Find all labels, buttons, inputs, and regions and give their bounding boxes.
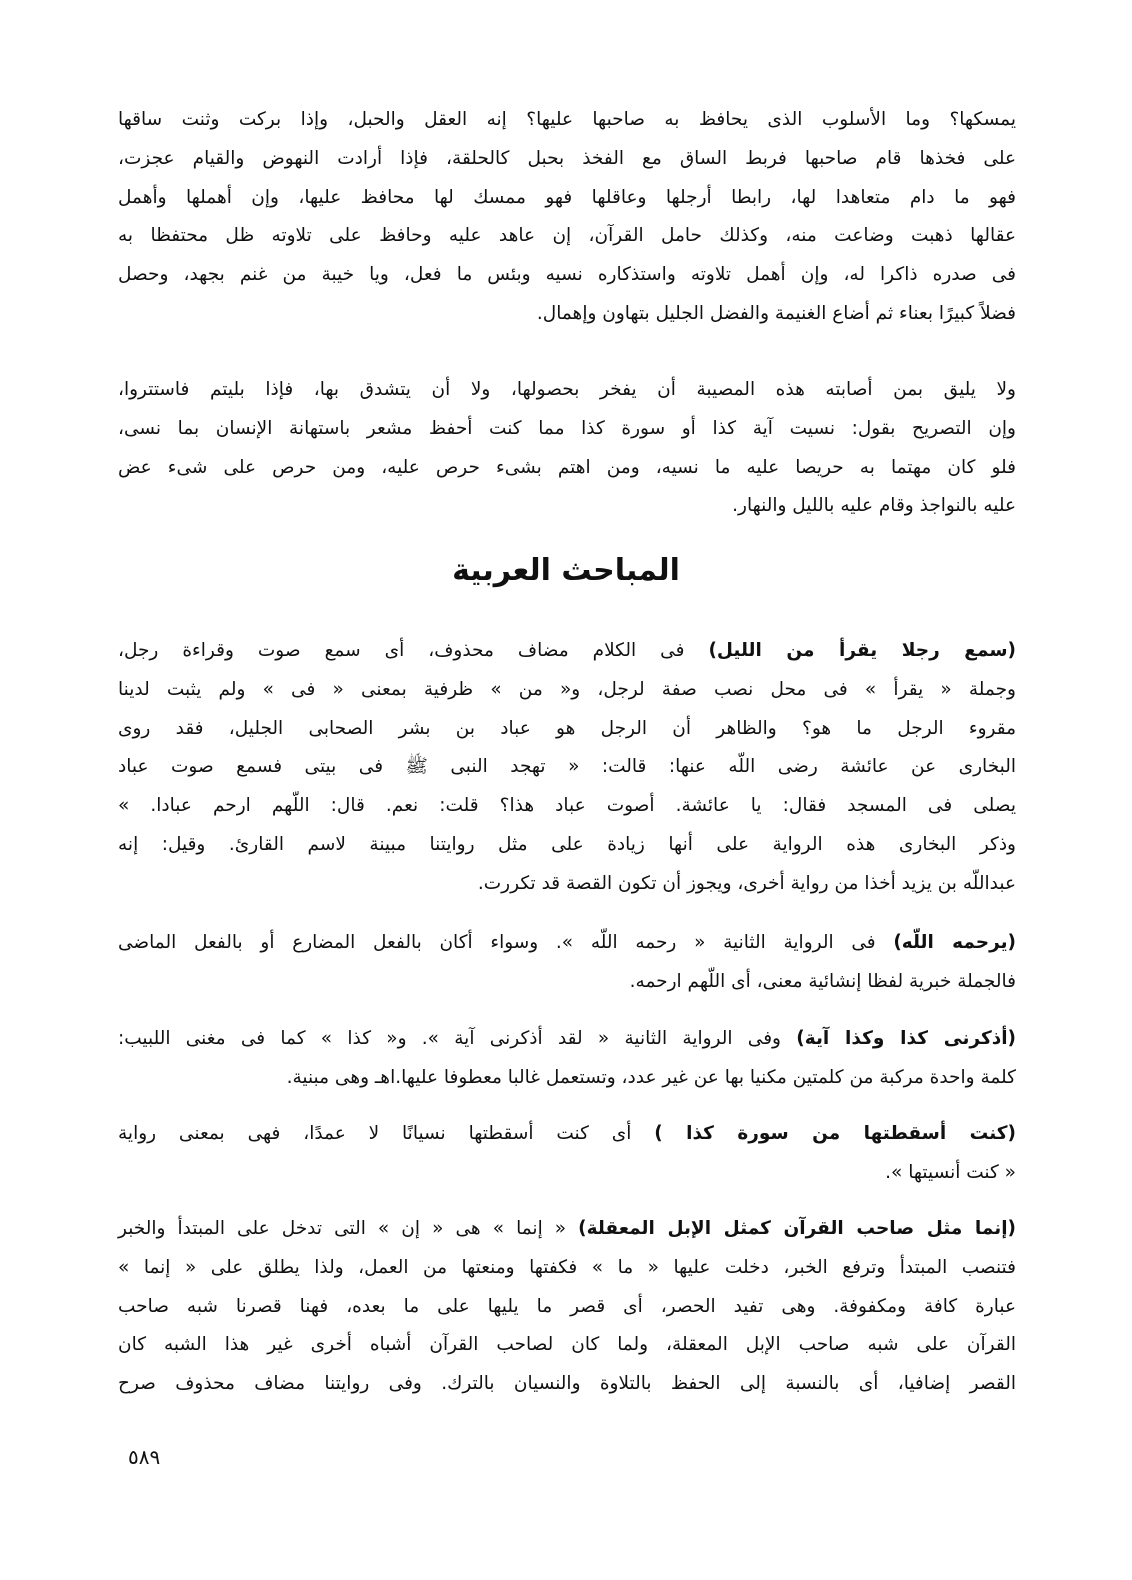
text-line: يمسكها؟ وما الأسلوب الذى يحافظ به صاحبها عليها؟ إنه العقل والحبل، وإذا بركت وثنت ساقها: [118, 109, 1016, 130]
lead-phrase: (إنما مثل صاحب القرآن كمثل الإبل المعقلة): [578, 1218, 1016, 1239]
text-line: القرآن على شبه صاحب الإبل المعقلة، ولما كان لصاحب القرآن أشباه أخرى غير هذا الشبه كان: [118, 1334, 1016, 1356]
lead-phrase: (يرحمه اللّه): [893, 932, 1016, 953]
section-paragraph-2: [118, 924, 1016, 1002]
text-line: البخارى عن عائشة رضى اللّه عنها: قالت: « تهجد النبى ﷺ فى بيتى فسمع صوت عباد: [118, 756, 1016, 778]
text-line: عليه بالنواجذ وقام عليه بالليل والنهار.: [732, 495, 1016, 517]
text-line: وجملة « يقرأ » فى محل نصب صفة لرجل، و« من » ظرفية بمعنى « فى » ولم يثبت لدينا: [118, 678, 1016, 700]
section-heading: المباحث العربية: [452, 553, 680, 588]
text-line: كلمة واحدة مركبة من كلمتين مكنيا بها عن غير عدد، وتستعمل غالبا معطوفا عليها.اهـ وهى مبنية.: [286, 1066, 1016, 1088]
intro-paragraph-1: [118, 101, 1016, 334]
text-line: « كنت أنسيتها ».: [885, 1161, 1016, 1183]
text-line: عبارة كافة ومكفوفة. وهى تفيد الحصر، أى قصر ما يليها على ما بعده، فهنا قصرنا شبه صاحب: [118, 1295, 1016, 1317]
text-line: عقالها ذهبت وضاعت منه، وكذلك حامل القرآن، إن عاهد عليه وحافظ على تلاوته ظل محتفظا به: [118, 225, 1016, 247]
text-line: فالجملة خبرية لفظا إنشائية معنى، أى اللّهم ارحمه.: [629, 970, 1016, 992]
text-line: فى صدره ذاكرا له، وإن أهمل تلاوته واستذكاره نسيه وبئس ما فعل، ويا خيبة من غنم بجهد، وحصل: [118, 264, 1016, 286]
text-line: [118, 924, 1016, 963]
section-paragraph-3: [118, 1020, 1016, 1098]
text-line: وذكر البخارى هذه الرواية على أنها زيادة على مثل روايتنا مبينة لاسم القارئ. وقيل: إنه: [118, 833, 1016, 855]
text-line: [118, 1020, 1016, 1059]
text-line: مقروء الرجل ما هو؟ والظاهر أن الرجل هو عباد بن بشر الصحابى الجليل، فقد روى: [118, 717, 1016, 739]
text-line: [118, 1210, 1016, 1249]
section-paragraph-1: [118, 632, 1016, 904]
lead-phrase: (سمع رجلا يقرأ من الليل): [708, 640, 1016, 661]
lead-phrase: (كنت أسقطتها من سورة كذا ): [654, 1123, 1016, 1144]
text-line: القصر إضافيا، أى بالنسبة إلى الحفظ بالتلاوة والنسيان بالترك. وفى روايتنا مضاف محذوف صرح: [118, 1373, 1016, 1395]
lead-phrase: (أذكرنى كذا وكذا آية): [796, 1028, 1016, 1049]
text-line: فتنصب المبتدأ وترفع الخبر، دخلت عليها « ما » فكفتها ومنعتها من العمل، ولذا يطلق على « إنما »: [118, 1256, 1016, 1278]
text-line: يصلى فى المسجد فقال: يا عائشة. أصوت عباد هذا؟ قلت: نعم. قال: اللّهم ارحم عبادا. »: [118, 795, 1016, 817]
text-span: أى كنت أسقطتها نسيانًا لا عمدًا، فهى بمعنى رواية: [118, 1123, 655, 1144]
text-span: « إنما » هى « إن » التى تدخل على المبتدأ والخبر: [118, 1218, 579, 1239]
text-line: [118, 632, 1016, 671]
text-line: وإن التصريح بقول: نسيت آية كذا أو سورة كذا مما كنت أحفظ مشعر باستهانة الإنسان بما نسى،: [118, 417, 1016, 439]
text-line: عبداللّه بن يزيد أخذا من رواية أخرى، ويجوز أن تكون القصة قد تكررت.: [477, 872, 1016, 894]
text-line: فضلاً كبيرًا بعناء ثم أضاع الغنيمة والفضل الجليل بتهاون وإهمال.: [536, 302, 1016, 324]
text-line: [118, 1115, 1016, 1154]
text-line: فلو كان مهتما به حريصا عليه ما نسيه، ومن اهتم بشىء حرص عليه، ومن حرص على شىء عض: [118, 456, 1016, 478]
text-span: فى الرواية الثانية « رحمه اللّه ». وسواء أكان بالفعل المضارع أو بالفعل الماضى: [118, 932, 894, 953]
text-span: فى الكلام مضاف محذوف، أى سمع صوت وقراءة رجل،: [118, 640, 709, 661]
intro-paragraph-2: [118, 371, 1016, 526]
text-line: ولا يليق بمن أصابته هذه المصيبة أن يفخر بحصولها، ولا أن يتشدق بها، فإذا بليتم فاستتروا،: [118, 379, 1016, 400]
section-paragraph-5: [118, 1210, 1016, 1404]
section-paragraph-4: [118, 1115, 1016, 1193]
text-line: فهو ما دام متعاهدا لها، رابطا أرجلها وعاقلها فهو ممسك لها محافظ عليها، وإن أهملها وأهمل: [118, 186, 1016, 208]
text-line: على فخذها قام صاحبها فربط الساق مع الفخذ بحبل كالحلقة، فإذا أرادت النهوض والقيام عجزت،: [118, 147, 1016, 169]
page-number: ٥٨٩: [128, 1445, 161, 1469]
text-span: وفى الرواية الثانية « لقد أذكرنى آية ». و« كذا » كما فى مغنى اللبيب:: [118, 1028, 797, 1049]
